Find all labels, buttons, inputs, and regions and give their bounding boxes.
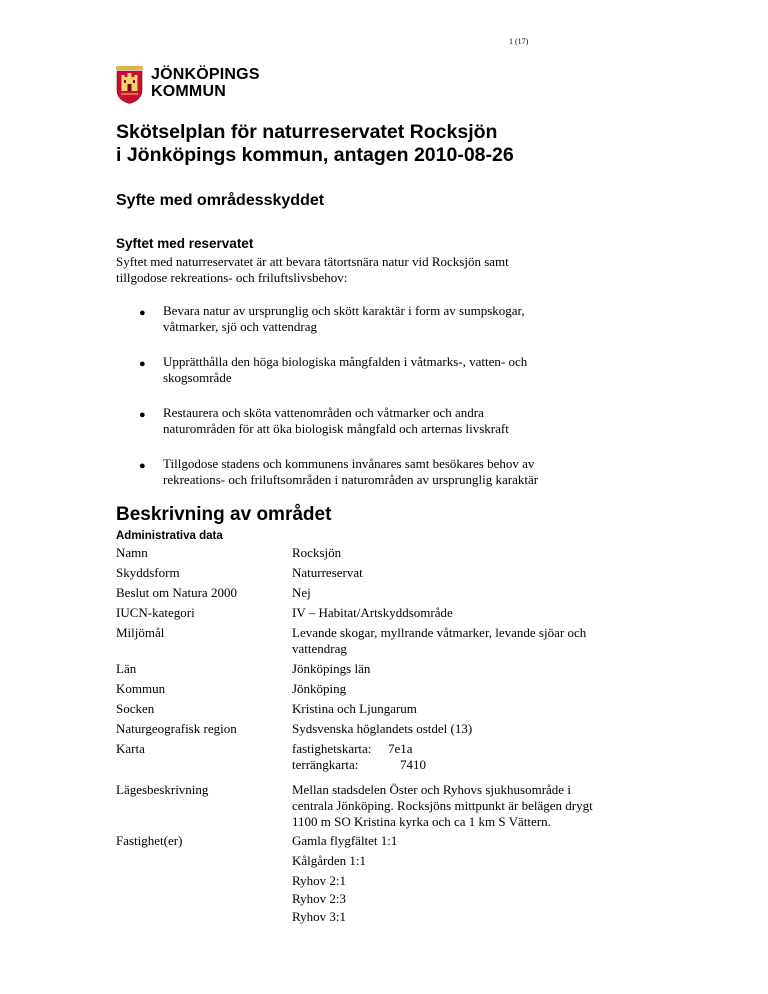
property-item: Ryhov 2:3 [292, 891, 347, 906]
bullet-icon: ● [139, 460, 146, 472]
list-item-line-2: naturområden för att öka biologisk mångfald och arternas livskraft [163, 421, 509, 436]
value-line: Mellan stadsdelen Öster och Ryhovs sjukhusområde i [292, 782, 571, 797]
table-row [116, 701, 636, 717]
list-item [0, 354, 768, 405]
table-row [116, 833, 636, 925]
row-label: Kommun [116, 681, 166, 696]
row-label: Miljömål [116, 625, 165, 640]
row-label: Karta [116, 741, 145, 756]
row-label: IUCN-kategori [116, 605, 195, 620]
table-row [116, 565, 636, 581]
list-item-line-2: skogsområde [163, 370, 232, 385]
row-value [292, 833, 632, 925]
map-value: 7410 [400, 757, 426, 772]
row-label: Lägesbeskrivning [116, 782, 209, 797]
document-title [116, 121, 676, 167]
row-value [292, 782, 632, 830]
row-label: Beslut om Natura 2000 [116, 585, 237, 600]
row-value: Jönköping [292, 681, 347, 696]
property-item: Ryhov 2:1 [292, 873, 347, 888]
table-row [116, 625, 636, 657]
row-value: Rocksjön [292, 545, 342, 560]
bullet-icon: ● [139, 307, 146, 319]
bullet-icon: ● [139, 409, 146, 421]
table-row [116, 681, 636, 697]
purpose-list [0, 303, 768, 507]
table-row [116, 741, 636, 773]
intro-line-2: tillgodose rekreations- och friluftslivsbehov: [116, 270, 348, 285]
row-value: Jönköpings län [292, 661, 371, 676]
logo-text [151, 66, 260, 100]
table-row [116, 585, 636, 601]
list-item [0, 456, 768, 507]
section-heading-syfte: Syfte med områdesskyddet [116, 192, 325, 209]
value-line: Levande skogar, myllrande våtmarker, levande sjöar och [292, 625, 587, 640]
list-item [0, 303, 768, 354]
intro-line-1: Syftet med naturreservatet är att bevara tätortsnära natur vid Rocksjön samt [116, 254, 509, 269]
bullet-icon: ● [139, 358, 146, 370]
value-line: 1100 m SO Kristina kyrka och ca 1 km S Vättern. [292, 814, 551, 829]
list-item-line-1: Tillgodose stadens och kommunens invånares samt besökares behov av [163, 456, 535, 471]
property-item: Ryhov 3:1 [292, 909, 347, 924]
logo-line-2: KOMMUN [151, 83, 226, 100]
row-value: IV – Habitat/Artskyddsområde [292, 605, 453, 620]
list-item-line-1: Restaurera och sköta vattenområden och våtmarker och andra [163, 405, 484, 420]
row-label: Socken [116, 701, 155, 716]
row-value: Sydsvenska höglandets ostdel (13) [292, 721, 473, 736]
map-label: fastighetskarta: [292, 741, 372, 756]
title-line-1: Skötselplan för naturreservatet Rocksjön [116, 121, 498, 143]
admin-data-table [116, 545, 636, 929]
municipality-logo [116, 66, 260, 104]
subheading-syftet: Syftet med reservatet [116, 236, 254, 251]
page-number: 1 (17) [509, 37, 529, 46]
table-row [116, 605, 636, 621]
coat-of-arms-icon [116, 66, 143, 104]
table-row [116, 721, 636, 737]
table-row [116, 782, 636, 830]
map-value: 7e1a [388, 741, 413, 756]
admin-data-heading: Administrativa data [116, 530, 223, 542]
list-item-line-2: rekreations- och friluftsområden i naturområden av ursprunglig karaktär [163, 472, 539, 487]
list-item-line-2: våtmarker, sjö och vattendrag [163, 319, 317, 334]
table-row [116, 545, 636, 561]
row-label: Naturgeografisk region [116, 721, 237, 736]
row-label: Län [116, 661, 137, 676]
map-line-fastighet [292, 741, 632, 757]
row-label: Fastighet(er) [116, 833, 183, 848]
value-line: centrala Jönköping. Rocksjöns mittpunkt är belägen drygt [292, 798, 593, 813]
title-line-2: i Jönköpings kommun, antagen 2010-08-26 [116, 144, 514, 166]
row-label: Skyddsform [116, 565, 180, 580]
map-line-terrang [292, 757, 632, 773]
property-item: Kålgården 1:1 [292, 853, 367, 868]
row-value [292, 625, 632, 657]
intro-paragraph [116, 254, 586, 286]
row-value: Nej [292, 585, 311, 600]
list-item-line-1: Upprätthålla den höga biologiska mångfalden i våtmarks-, vatten- och [163, 354, 528, 369]
list-item [0, 405, 768, 456]
row-value: Kristina och Ljungarum [292, 701, 417, 716]
row-value: Naturreservat [292, 565, 363, 580]
row-label: Namn [116, 545, 148, 560]
logo-line-1: JÖNKÖPINGS [151, 66, 260, 83]
value-line: vattendrag [292, 641, 347, 656]
property-item: Gamla flygfältet 1:1 [292, 833, 398, 848]
map-label: terrängkarta: [292, 757, 359, 772]
row-value [292, 741, 632, 773]
table-row [116, 661, 636, 677]
section-heading-beskrivning: Beskrivning av området [116, 504, 332, 525]
list-item-line-1: Bevara natur av ursprunglig och skött karaktär i form av sumpskogar, [163, 303, 525, 318]
